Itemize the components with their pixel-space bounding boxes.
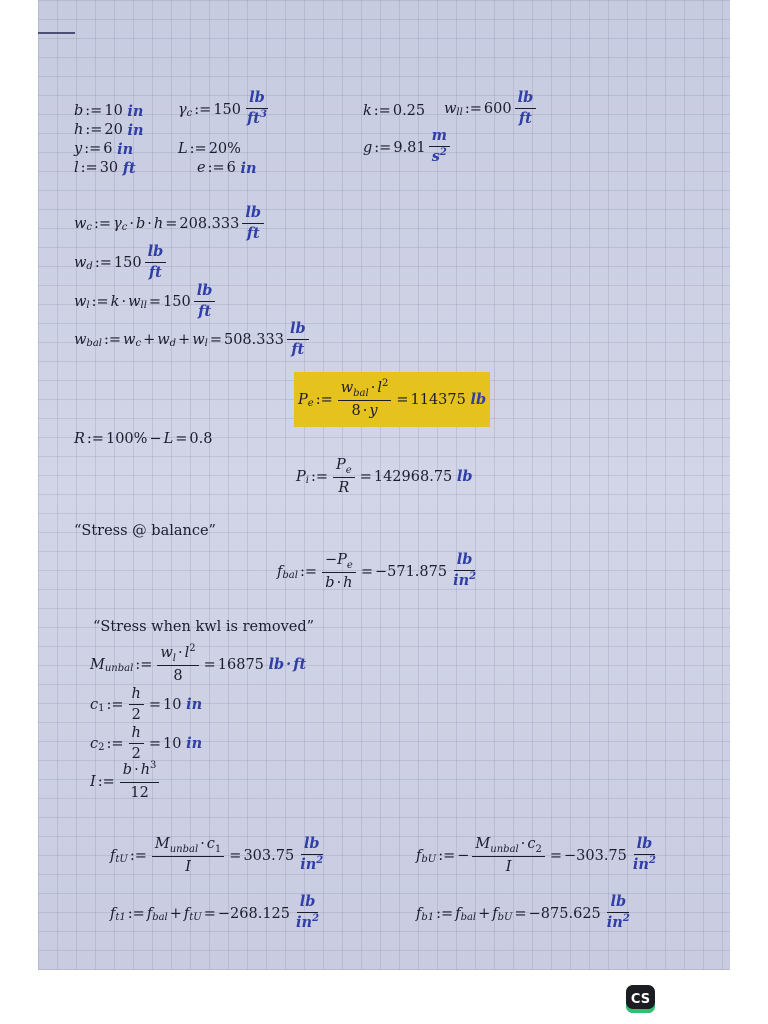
- eq-pe-highlighted: P e := $\frac{w_{bal} \cdot l^2}{8 \cdot y}$ = 114375 lb: [294, 372, 490, 427]
- input-y: y := 6 in: [74, 140, 134, 158]
- input-w-ll: w ll := 600 $\frac{lb}{ft}$: [444, 90, 539, 127]
- eq-fbu: f bU := − $\frac{M_{unbal} \cdot c_2}{I}$ = −303.75 $\frac{lb}{in^2}$: [416, 835, 656, 875]
- input-b: b := 10 in: [74, 102, 144, 120]
- margin-mark: [38, 32, 75, 34]
- input-l: l := 30 ft: [74, 159, 136, 177]
- eq-wc: w c := γ c · b · h = 208.333 $\frac{lb}{ft}$: [74, 205, 267, 242]
- eq-fbal: f bal := $\frac{-P_e}{b \cdot h}$ = −571.875 $\frac{lb}{in^2}$: [277, 551, 477, 591]
- input-gamma-c: γ c := 150 $\frac{lb}{ft^3}$: [178, 89, 267, 127]
- input-L: L := 20%: [178, 141, 241, 157]
- eq-wbal: w bal := w c + w d + w l = 508.333 $\frac{lb}{ft}$: [74, 321, 312, 358]
- eq-I: I := $\frac{b \cdot h^3}{12}$: [90, 762, 162, 801]
- eq-c2: c 2 := $\frac{h}{2}$ = 10 in: [90, 725, 203, 762]
- input-g: g := 9.81 $\frac{m}{s^2}$: [363, 128, 453, 167]
- eq-wd: w d := 150 $\frac{lb}{ft}$: [74, 244, 169, 281]
- eq-wl: w l := k · w ll = 150 $\frac{lb}{ft}$: [74, 283, 218, 320]
- label-stress-removed: “Stress when kwl is removed”: [93, 619, 315, 635]
- input-e: e := 6 in: [197, 159, 257, 177]
- eq-ft1: f t1 := f bal + f tU = −268.125 $\frac{lb}{in^2}$: [110, 893, 320, 931]
- label-stress-balance: “Stress @ balance”: [74, 523, 216, 539]
- input-k: k := 0.25: [363, 103, 426, 119]
- eq-pi: P i := $\frac{P_e}{R}$ = 142968.75 lb: [296, 457, 473, 496]
- eq-R: R := 100% − L = 0.8: [74, 431, 213, 447]
- eq-c1: c 1 := $\frac{h}{2}$ = 10 in: [90, 686, 203, 723]
- eq-fb1: f b1 := f bal + f bU = −875.625 $\frac{lb}{in^2}$: [416, 893, 630, 931]
- eq-ftu: f tU := $\frac{M_{unbal} \cdot c_1}{I}$ = 303.75 $\frac{lb}{in^2}$: [110, 835, 324, 875]
- camscanner-logo-icon: CS: [626, 985, 655, 1013]
- input-h: h := 20 in: [74, 121, 144, 139]
- worksheet-page: [38, 0, 730, 970]
- eq-munbal: M unbal := $\frac{w_l \cdot l^2}{8}$ = 16875 lb · ft: [90, 643, 307, 684]
